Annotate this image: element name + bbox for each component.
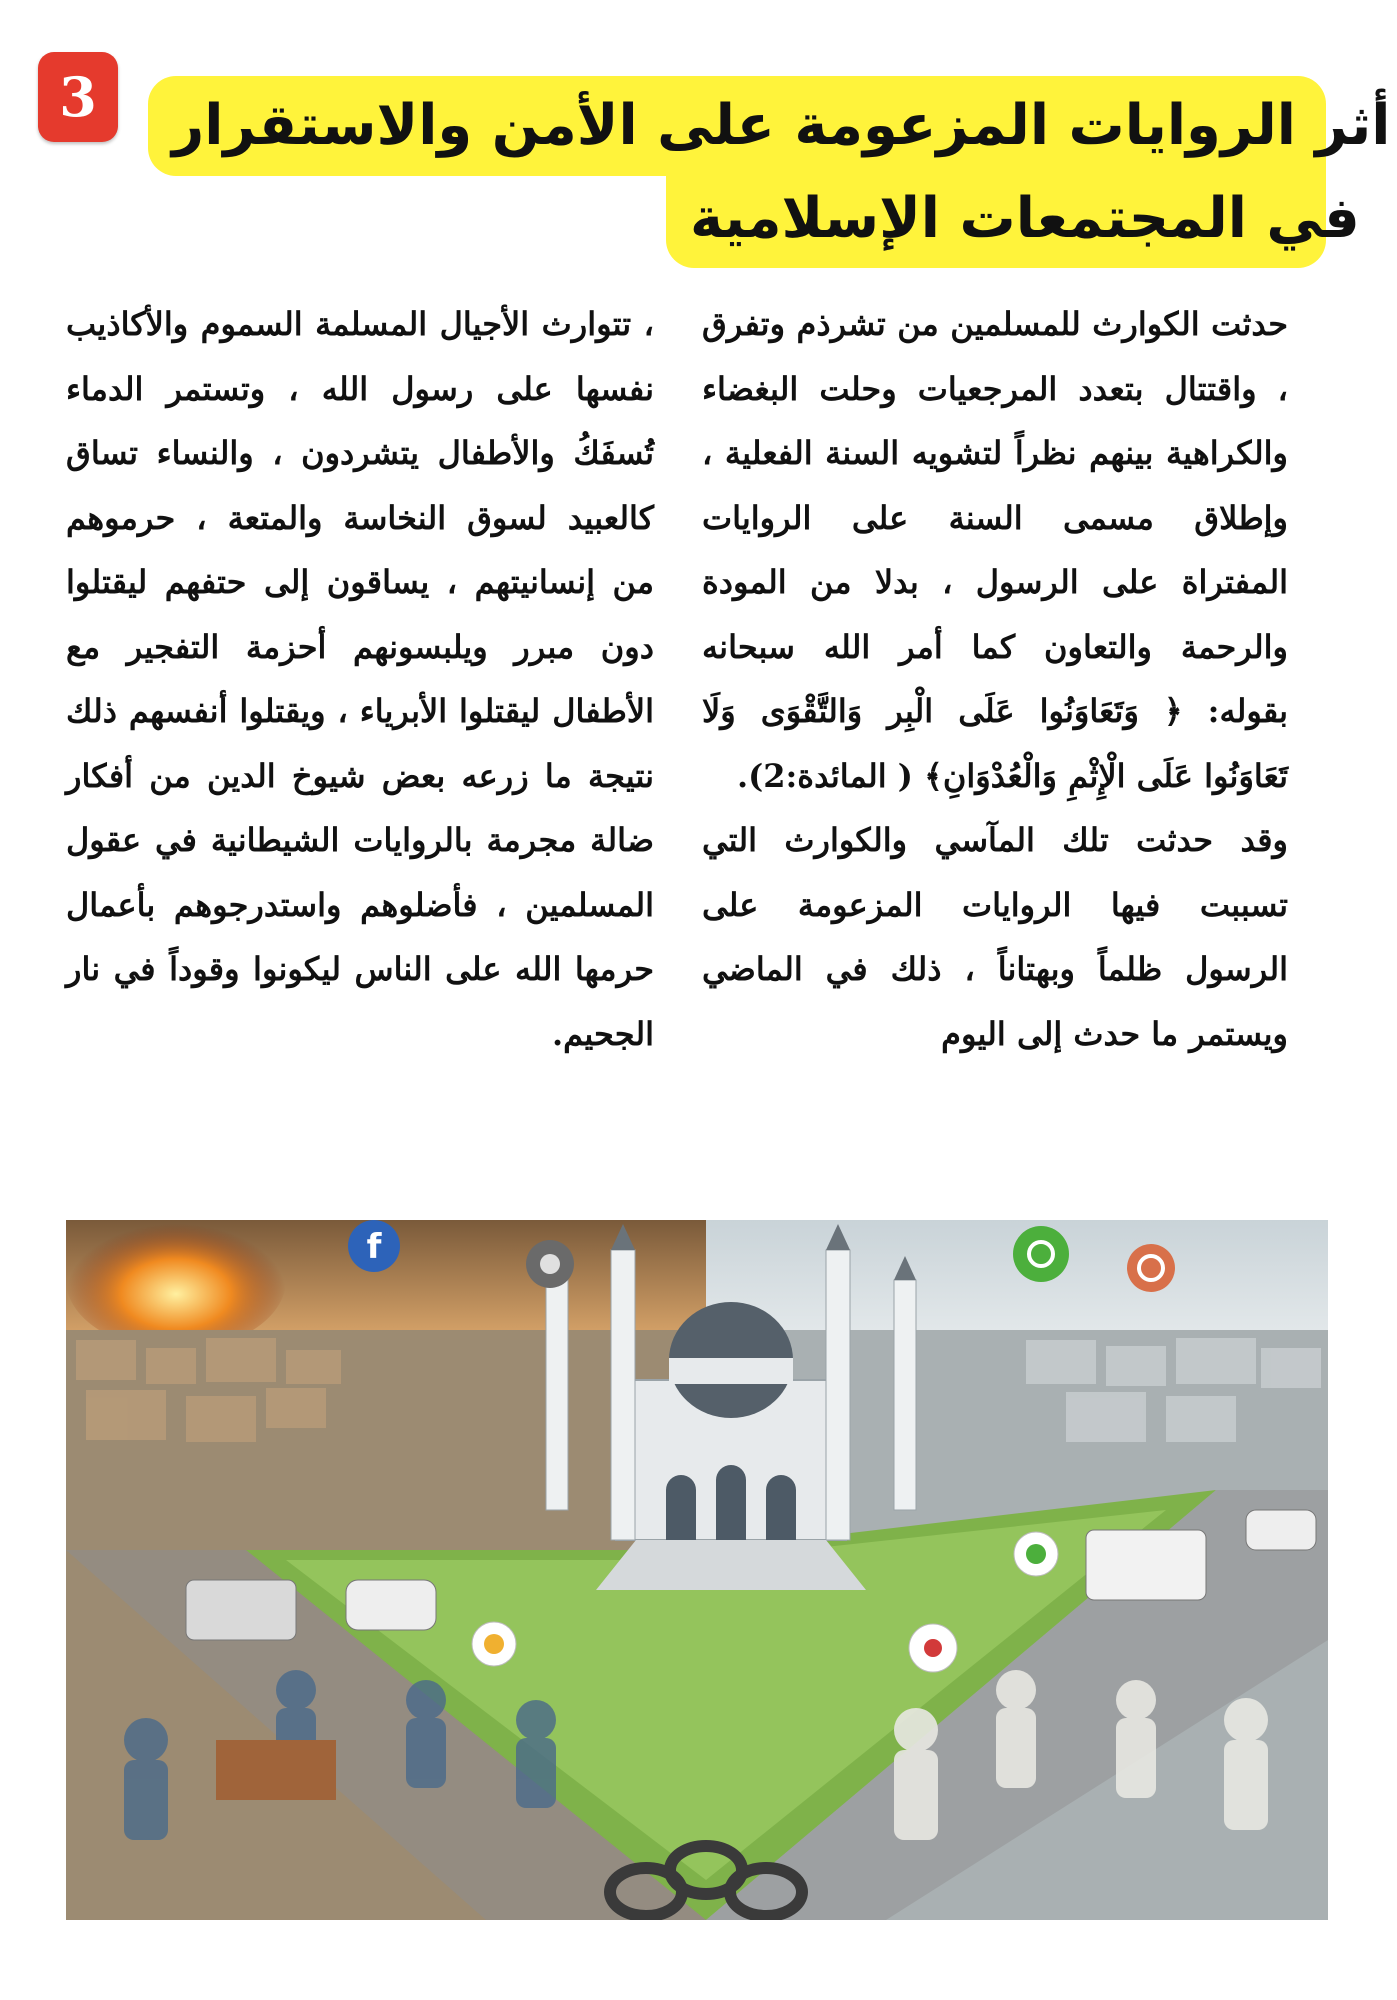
illustration-mosque-city-scene	[66, 1220, 1328, 1920]
page-number-badge: 3	[38, 52, 118, 142]
chat-bubble-icon	[472, 1622, 516, 1666]
facebook-icon	[348, 1220, 400, 1272]
phone-icon	[1127, 1244, 1175, 1292]
article-column-right	[702, 292, 1288, 1066]
whatsapp-icon	[1014, 1532, 1058, 1576]
paragraph: حدثت الكوارث للمسلمين من تشرذم وتفرق ، واقتتال بتعدد المرجعيات وحلت البغضاء والكراهية بينهم نظراً لتشويه السنة الفعلية ، وإطلاق مسمى السنة على الروايات المفتراة على الرسول ، بدلا من المودة والرحمة والتعاون كما أمر الله سبحانه بقوله: ﴿ وَتَعَاوَنُوا عَلَى الْبِر وَالتَّقْوَى وَلَا تَعَاوَنُوا عَلَى الْإِثْمِ وَالْعُدْوَانِ﴾ ( المائدة:2).	[702, 305, 1288, 795]
paragraph: وقد حدثت تلك المآسي والكوارث التي تسببت فيها الروايات المزعومة على الرسول ظلماً وبهتاناً ، ذلك في الماضي ويستمر ما حدث إلى اليوم	[702, 821, 1288, 1053]
illustration-artwork	[66, 1220, 1328, 1920]
whatsapp-icon	[1013, 1226, 1069, 1282]
article-column-left	[66, 292, 654, 1066]
title-line-1: أثر الروايات المزعومة على الأمن والاستقرار	[148, 76, 1326, 176]
heart-bubble-icon	[909, 1624, 957, 1672]
wooden-table	[216, 1740, 336, 1800]
title-line-2: في المجتمعات الإسلامية	[666, 170, 1326, 268]
svg-text:f: f	[366, 1227, 382, 1267]
twitter-icon	[526, 1240, 574, 1288]
paragraph: ، تتوارث الأجيال المسلمة السموم والأكاذيب نفسها على رسول الله ، وتستمر الدماء تُسفَكُ والأطفال يتشردون ، والنساء تساق كالعبيد لسوق النخاسة والمتعة ، حرموهم من إنسانيتهم ، يساقون إلى حتفهم ليقتلوا دون مبرر ويلبسونهم أحزمة التفجير مع الأطفال ليقتلوا الأبرياء ، ويقتلوا أنفسهم ذلك نتيجة ما زرعه بعض شيوخ الدين من أفكار ضالة مجرمة بالروايات الشيطانية في عقول المسلمين ، فأضلوهم واستدرجوهم بأعمال حرمها الله على الناس ليكونوا وقوداً في نار الجحيم.	[66, 305, 654, 1053]
